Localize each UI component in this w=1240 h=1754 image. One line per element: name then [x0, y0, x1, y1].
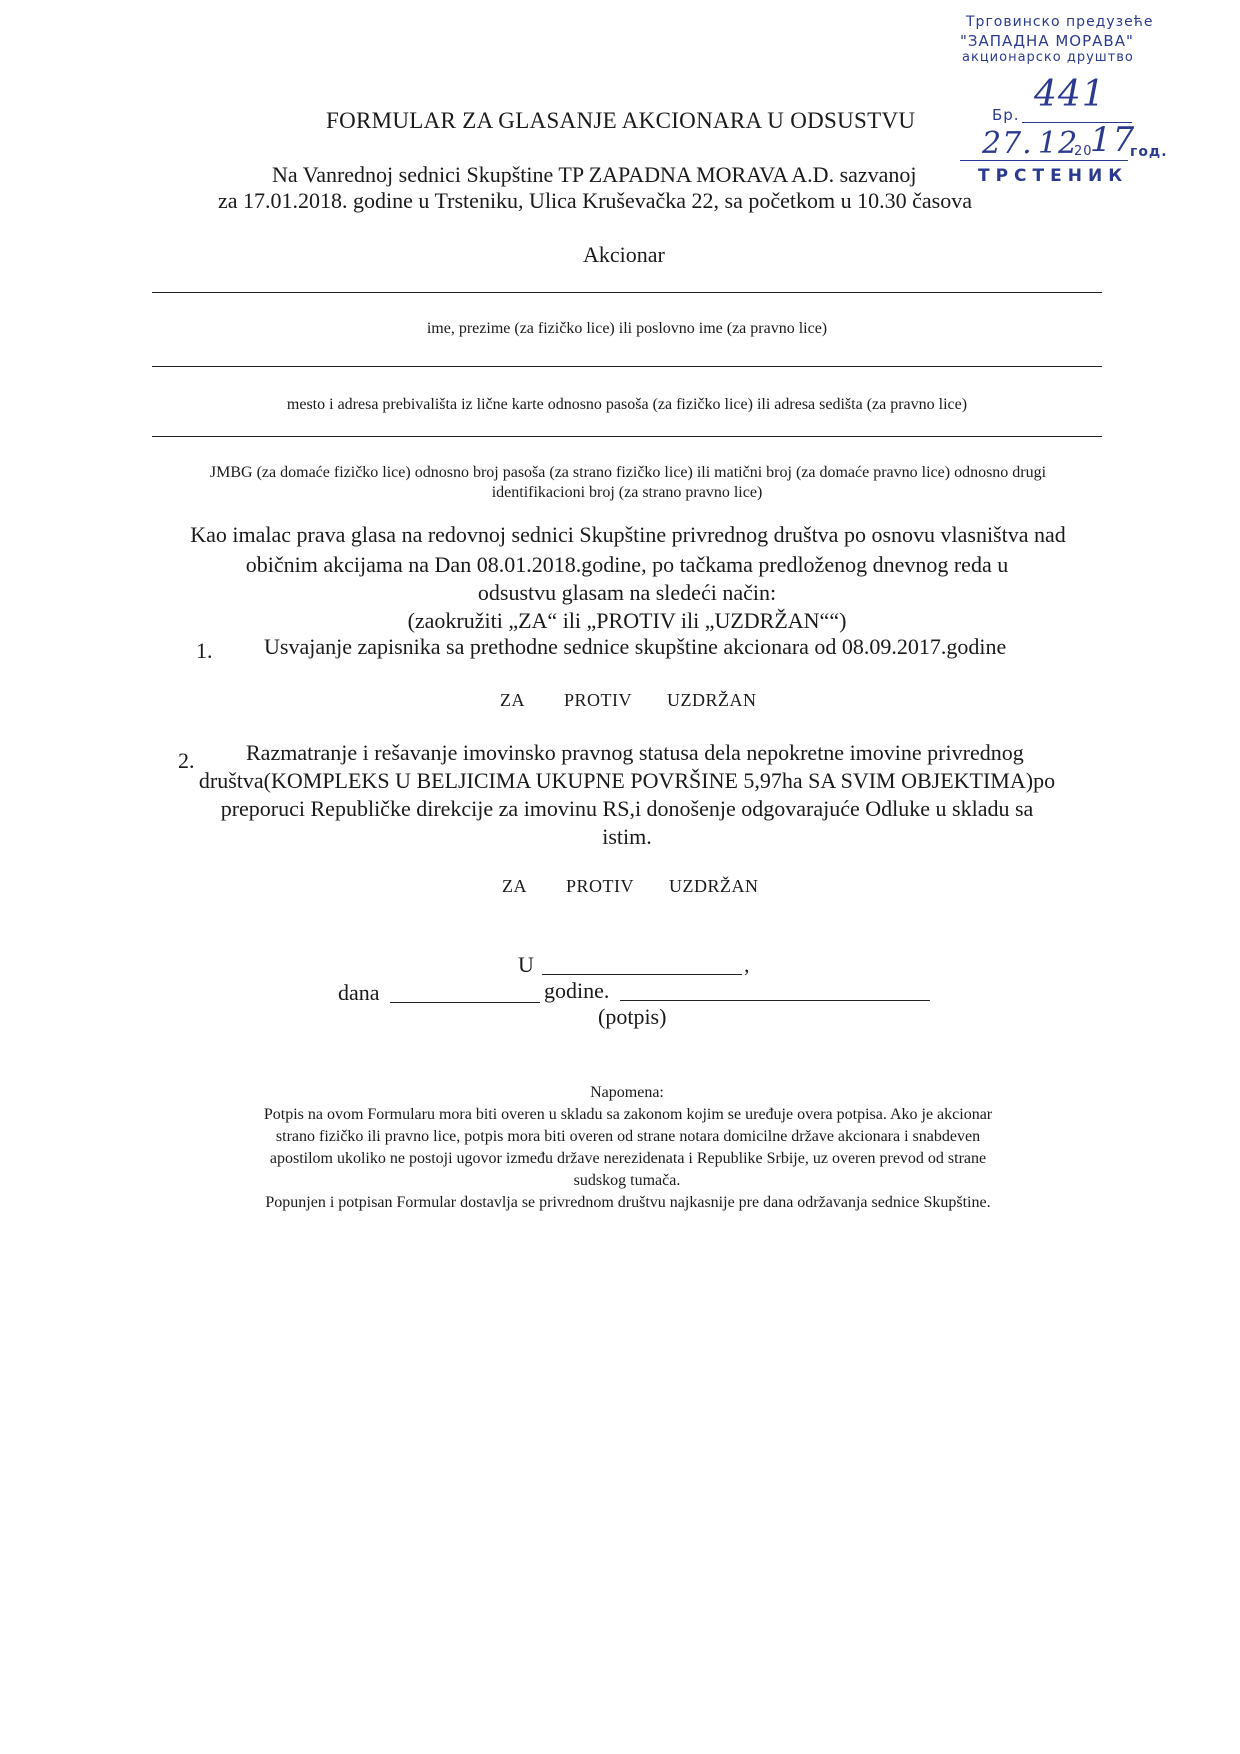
agenda-item-2-options — [502, 876, 759, 897]
shareholder-name-caption: ime, prezime (za fizičko lice) ili poslovno ime (za pravno lice) — [426, 320, 828, 337]
agenda-item-2-text-line-1: Razmatranje i rešavanje imovinsko pravnog statusa dela nepokretne imovine privrednog — [246, 740, 1024, 765]
shareholder-id-caption-line-1: JMBG (za domaće fizičko lice) odnosno broj pasoša (za strano fizičko lice) ili matični broj (za domaće pravno lice) odnosno drugi — [209, 464, 1047, 481]
agenda-item-2-number: 2. — [178, 748, 195, 773]
stamp-date-month: 12 — [1038, 126, 1079, 161]
note-line-5: Popunjen i potpisan Formular dostavlja se privrednom društvu najkasnije pre dana održavanja sednice Skupštine. — [265, 1194, 991, 1211]
stamp-br-number: 441 — [1034, 74, 1106, 115]
agenda-item-1-number: 1. — [196, 638, 213, 663]
voting-instruction: (zaokružiti „ZA“ ili „PROTIV ili „UZDRŽAN““) — [407, 608, 847, 633]
stamp-line-1: Трговинско предузеће — [966, 14, 1154, 30]
agenda-item-2-option-za[interactable]: ZA — [502, 876, 527, 896]
agenda-item-1-options — [500, 690, 757, 711]
note-title: Napomena: — [590, 1084, 664, 1101]
shareholder-address-caption: mesto i adresa prebivališta iz lične karte odnosno pasoša (za fizičko lice) ili adresa sedišta (za pravno lice) — [286, 396, 968, 413]
stamp-city: ТРСТЕНИК — [978, 166, 1129, 186]
agenda-item-2-option-protiv[interactable]: PROTIV — [566, 876, 635, 896]
shareholder-name-line[interactable] — [152, 292, 1102, 293]
agenda-item-1-option-protiv[interactable]: PROTIV — [564, 690, 633, 710]
date-input-line[interactable] — [390, 1002, 540, 1003]
agenda-item-2-text-line-4: istim. — [602, 824, 652, 849]
intro-line-2: za 17.01.2018. godine u Trsteniku, Ulica Kruševačka 22, sa početkom u 10.30 časova — [218, 188, 972, 213]
shareholder-address-line[interactable] — [152, 366, 1102, 367]
stamp-br-label: Бр. — [992, 106, 1020, 124]
stamp-date-year-prefix: 20 — [1074, 144, 1093, 159]
place-label: U — [518, 952, 534, 977]
place-comma: , — [744, 952, 750, 977]
akcionar-label: Akcionar — [583, 242, 665, 267]
shareholder-id-line[interactable] — [152, 436, 1102, 437]
stamp-god-label: год. — [1130, 144, 1168, 160]
stamp-date-year: 17 — [1090, 120, 1136, 160]
place-input-line[interactable] — [542, 974, 742, 975]
intro-line-1: Na Vanrednoj sednici Skupštine TP ZAPADNA MORAVA A.D. sazvanoj — [272, 162, 917, 187]
stamp-line-3: акционарско друштво — [962, 50, 1134, 65]
note-line-3: apostilom ukoliko ne postoji ugovor između države nerezidenata i Republike Srbije, uz overen prevod od strane — [269, 1150, 987, 1167]
stamp-line-2: "ЗАПАДНА МОРАВА" — [960, 32, 1134, 50]
agenda-item-1-option-za[interactable]: ZA — [500, 690, 525, 710]
agenda-item-2-text-line-2: društva(KOMPLEKS U BELJICIMA UKUPNE POVRŠINE 5,97ha SA SVIM OBJEKTIMA)po — [198, 768, 1056, 793]
company-stamp — [950, 12, 1235, 192]
agenda-item-1-option-uzdrzan[interactable]: UZDRŽAN — [667, 690, 757, 710]
form-title: FORMULAR ZA GLASANJE AKCIONARA U ODSUSTVU — [326, 108, 916, 133]
note-line-2: strano fizičko ili pravno lice, potpis mora biti overen od strane notara domicilne države akcionara i snabdeven — [275, 1128, 981, 1145]
stamp-date-underline — [960, 160, 1128, 161]
date-label: dana — [338, 980, 380, 1005]
agenda-item-2-text-line-3: preporuci Republičke direkcije za imovinu RS,i donošenje odgovarajuće Odluke u skladu sa — [220, 796, 1034, 821]
voting-intro-line-1: Kao imalac prava glasa na redovnoj sednici Skupštine privrednog društva po osnovu vlasništva nad — [190, 522, 1066, 547]
agenda-item-1-text: Usvajanje zapisnika sa prethodne sednice skupštine akcionara od 08.09.2017.godine — [264, 634, 1007, 659]
signature-label: (potpis) — [598, 1004, 667, 1029]
stamp-date-day: 27. — [982, 126, 1033, 161]
date-suffix: godine. — [544, 978, 610, 1003]
voting-intro-line-3: odsustvu glasam na sledeći način: — [477, 580, 777, 605]
shareholder-id-caption-line-2: identifikacioni broj (za strano pravno lice) — [491, 484, 763, 501]
note-line-4: sudskog tumača. — [573, 1172, 681, 1189]
voting-intro-line-2: običnim akcijama na Dan 08.01.2018.godine, po tačkama predloženog dnevnog reda u — [245, 552, 1009, 577]
signature-line[interactable] — [620, 1000, 930, 1001]
agenda-item-2-option-uzdrzan[interactable]: UZDRŽAN — [669, 876, 759, 896]
note-line-1: Potpis na ovom Formularu mora biti overen u skladu sa zakonom kojim se uređuje overa potpisa. Ako je akcionar — [263, 1106, 993, 1123]
